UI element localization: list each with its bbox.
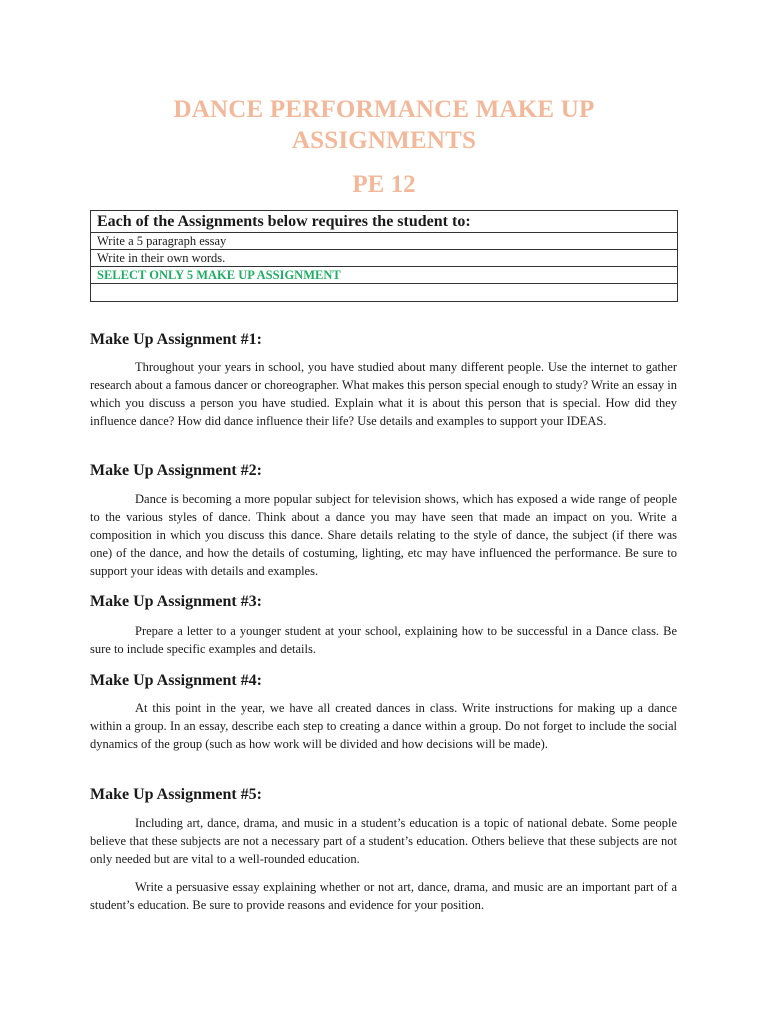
assignment-1-paragraph: Throughout your years in school, you have studied about many different people. Use the internet to gather research about a famous dancer or choreographer. What makes this person special enough to study? Write an essay in which you discuss a person you have studied. Explain what it is about this person that is special. How did they influence dance? How did dance influence their life? Use details and examples to support your IDEAS. bbox=[90, 360, 677, 428]
document-title-line-1: DANCE PERFORMANCE MAKE UP bbox=[173, 96, 595, 123]
document-title-line-2: ASSIGNMENTS bbox=[291, 127, 477, 154]
assignment-3-heading: Make Up Assignment #3: bbox=[90, 593, 263, 610]
assignment-2-heading: Make Up Assignment #2: bbox=[90, 462, 263, 479]
assignment-1-heading: Make Up Assignment #1: bbox=[90, 331, 263, 348]
assignment-3-paragraph: Prepare a letter to a younger student at your school, explaining how to be successful in a Dance class. Be sure to include specific examples and details. bbox=[90, 624, 677, 656]
assignment-4-paragraph: At this point in the year, we have all created dances in class. Write instructions for making up a dance within a group. In an essay, describe each step to creating a dance within a group. Do not forget to include the social dynamics of the group (such as how work will be divided and how decisions will be made). bbox=[90, 701, 677, 751]
requirement-row: Write in their own words. bbox=[91, 249, 677, 266]
requirements-table bbox=[90, 210, 678, 302]
assignment-5-paragraph-1: Including art, dance, drama, and music in a student’s education is a topic of national debate. Some people believe that these subjects are not a necessary part of a student’s education. Others believe that these subjects are not only needed but are vital to a well-rounded education. bbox=[90, 816, 677, 866]
requirement-row-empty bbox=[91, 283, 677, 301]
assignment-2-paragraph: Dance is becoming a more popular subject for television shows, which has exposed a wide range of people to the various styles of dance. Think about a dance you may have seen that made an impact on you. Write a composition in which you discuss this dance. Share details relating to the style of dance, the subject (if there was one) of the dance, and how the details of costuming, lighting, etc may have influenced the performance. Be sure to support your ideas with details and examples. bbox=[90, 492, 677, 578]
assignment-5-paragraph-2: Write a persuasive essay explaining whether or not art, dance, drama, and music are an important part of a student’s education. Be sure to provide reasons and evidence for your position. bbox=[90, 880, 677, 912]
requirement-row-highlight: SELECT ONLY 5 MAKE UP ASSIGNMENT bbox=[91, 266, 677, 283]
requirement-row: Write a 5 paragraph essay bbox=[91, 232, 677, 249]
document-subtitle: PE 12 bbox=[352, 171, 416, 198]
assignment-5-heading: Make Up Assignment #5: bbox=[90, 786, 263, 803]
requirements-table-header: Each of the Assignments below requires the student to: bbox=[97, 213, 471, 230]
assignment-4-heading: Make Up Assignment #4: bbox=[90, 672, 263, 689]
